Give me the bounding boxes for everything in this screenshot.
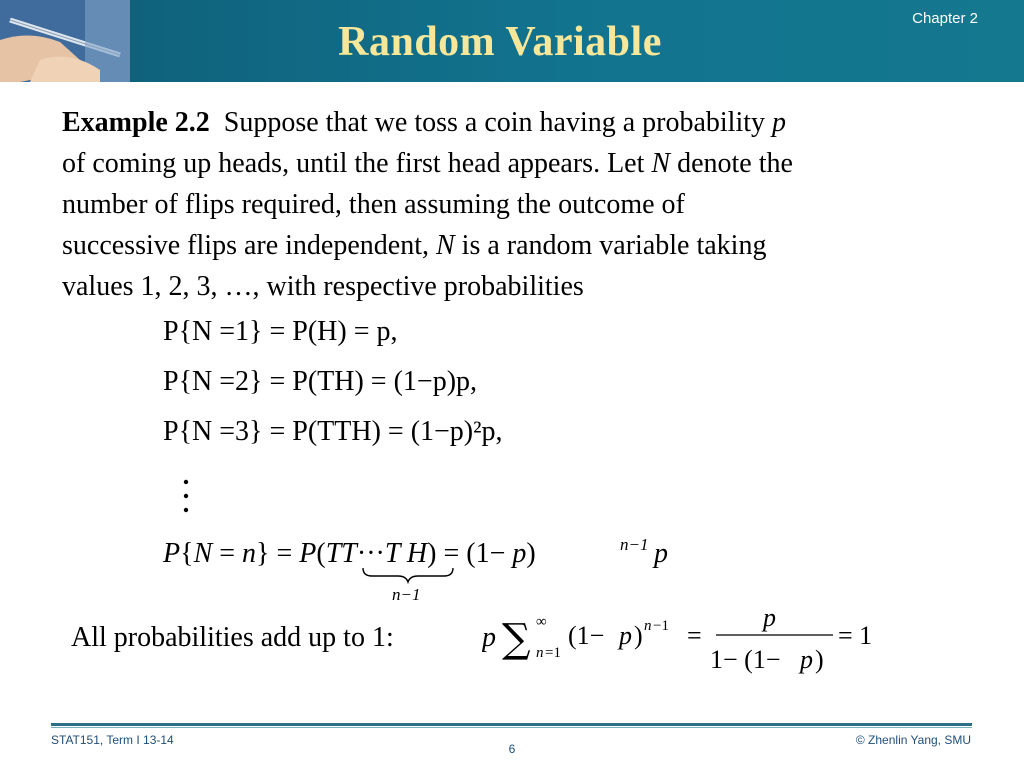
slide-header [0,0,1024,82]
vertical-ellipsis-icon [176,476,196,516]
equation-1: P{N =1} = P(H) = p, [163,316,398,347]
hand-with-pen-image [0,0,130,82]
text-line3: number of flips required, then assuming the outcome of [62,189,685,220]
equation-3: P{N =3} = P(TTH) = (1−p)²p, [163,416,503,447]
var-N: N [651,148,671,179]
example-label: Example 2.2 [62,107,210,138]
svg-text:(1−: (1− [568,621,605,650]
var-N: N [435,230,455,261]
svg-text:): ) [634,621,643,650]
svg-text:=: = [687,621,702,650]
text-line5: values 1, 2, 3, …, with respective probabilities [62,271,584,302]
svg-text:p: p [763,603,776,632]
slide-title: Random Variable [338,19,662,65]
svg-text:): ) [815,645,824,674]
trailing-p: p [654,538,668,569]
svg-text:1− (1−: 1− (1− [710,645,781,674]
svg-text:n: n [644,618,652,634]
underbrace-label: n−1 [392,585,421,604]
svg-text:=1: =1 [545,645,561,661]
footer-course: STAT151, Term I 13-14 [51,733,174,747]
exponent-n-minus-1: n−1 [620,535,649,554]
sum-formula [482,602,882,682]
svg-text:∞: ∞ [536,614,547,630]
text-line1: Suppose that we toss a coin having a probability [223,107,773,138]
chapter-label: Chapter 2 [912,10,978,27]
text-line4: successive flips are independent, [62,230,436,261]
equation-general [160,532,700,612]
header-photo [0,0,130,82]
svg-text:−1: −1 [653,618,669,634]
example-paragraph [62,102,982,307]
svg-text:= 1: = 1 [838,621,873,650]
text-line2b: denote the [670,148,793,179]
svg-text:p: p [800,645,813,674]
equation-2: P{N =2} = P(TH) = (1−p)p, [163,366,478,397]
footer-divider [51,723,972,726]
footer-copyright: © Zhenlin Yang, SMU [855,733,971,747]
underbrace-icon [363,568,453,582]
sum-label: All probabilities add up to 1: [71,622,394,653]
footer-divider-thin [51,727,972,728]
equation-general-text: P{N = n} = P(TT···T H) = (1− p) [163,538,536,569]
text-line2: of coming up heads, until the first head appears. Let [62,148,652,179]
svg-text:n: n [536,645,544,661]
page-number: 6 [508,742,516,756]
svg-text:p: p [619,621,632,650]
text-line4b: is a random variable taking [454,230,767,261]
var-p: p [772,107,787,138]
svg-text:∑: ∑ [502,616,531,662]
svg-text:p: p [482,622,496,653]
